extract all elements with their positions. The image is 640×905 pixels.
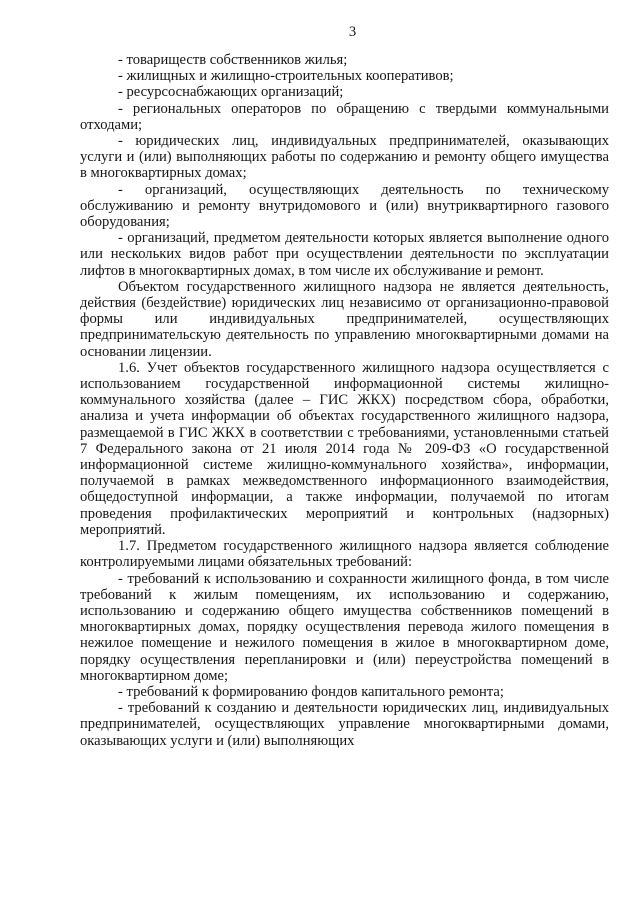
paragraph-item-5: - юридических лиц, индивидуальных предпринимателей, оказывающих услуги и (или) выполняющих работы по содержанию и ремонту общего имущества в многоквартирных домах; [80, 133, 609, 182]
paragraph-requirement-2: - требований к формированию фондов капитального ремонта; [118, 683, 504, 700]
paragraph-item-6: - организаций, осуществляющих деятельность по техническому обслуживанию и ремонту внутридомового и (или) внутриквартирного газового оборудования; [80, 181, 609, 231]
paragraph-section-1-6: 1.6. Учет объектов государственного жилищного надзора осуществляется с использованием государственной информационной системы жилищно-коммунального хозяйства (далее – ГИС ЖКХ) посредством сбора, обработки, анализа и учета информации об объектах государственного жилищного надзора, размещаемой в ГИС ЖКХ в соответствии с требованиями, установленными статьей 7 Федерального закона от 21 июля 2014 года № 209-ФЗ «О государственной информационной системе жилищно-коммунального хозяйства», информации, получаемой в рамках межведомственного информационного взаимодействия, общедоступной информации, а также информации, получаемой по итогам проведения профилактических мероприятий и контрольных (надзорных) мероприятий. [80, 359, 609, 538]
paragraph-object-exclusion: Объектом государственного жилищного надзора не является деятельность, действия (бездействие) юридических лиц независимо от организационно-правовой формы или индивидуальных предпринимателей, осуществляющих предпринимательскую деятельность по управлению многоквартирными домами на основании лицензии. [80, 278, 609, 360]
paragraph-section-1-7: 1.7. Предметом государственного жилищного надзора является соблюдение контролируемыми лицами обязательных требований: [80, 538, 609, 571]
paragraph-item-7: - организаций, предметом деятельности которых является выполнение одного или нескольких видов работ при осуществлении деятельности по эксплуатации лифтов в многоквартирных домах, в том числе их обслуживание и ремонт. [80, 230, 609, 279]
paragraph-item-1: - товариществ собственников жилья; [118, 52, 348, 68]
paragraph-item-2: - жилищных и жилищно-строительных кооперативов; [118, 68, 454, 85]
paragraph-requirement-1: - требований к использованию и сохранности жилищного фонда, в том числе требований к жилым помещениям, их использованию и содержанию, использованию и содержанию общего имущества собственников помещений в многоквартирных домах, порядку осуществления перевода жилого помещения в нежилое помещение и нежилого помещения в жилое в многоквартирном доме, порядку осуществления перепланировки и (или) переустройства помещений в многоквартирном доме; [80, 570, 609, 684]
paragraph-requirement-3: - требований к созданию и деятельности юридических лиц, индивидуальных предпринимателей, осуществляющих управление многоквартирными домами, оказывающих услуги и (или) выполняющих [80, 700, 609, 749]
paragraph-item-4: - региональных операторов по обращению с твердыми коммунальными отходами; [80, 100, 609, 133]
page-number: 3 [348, 24, 357, 40]
paragraph-item-3: - ресурсоснабжающих организаций; [118, 84, 344, 101]
